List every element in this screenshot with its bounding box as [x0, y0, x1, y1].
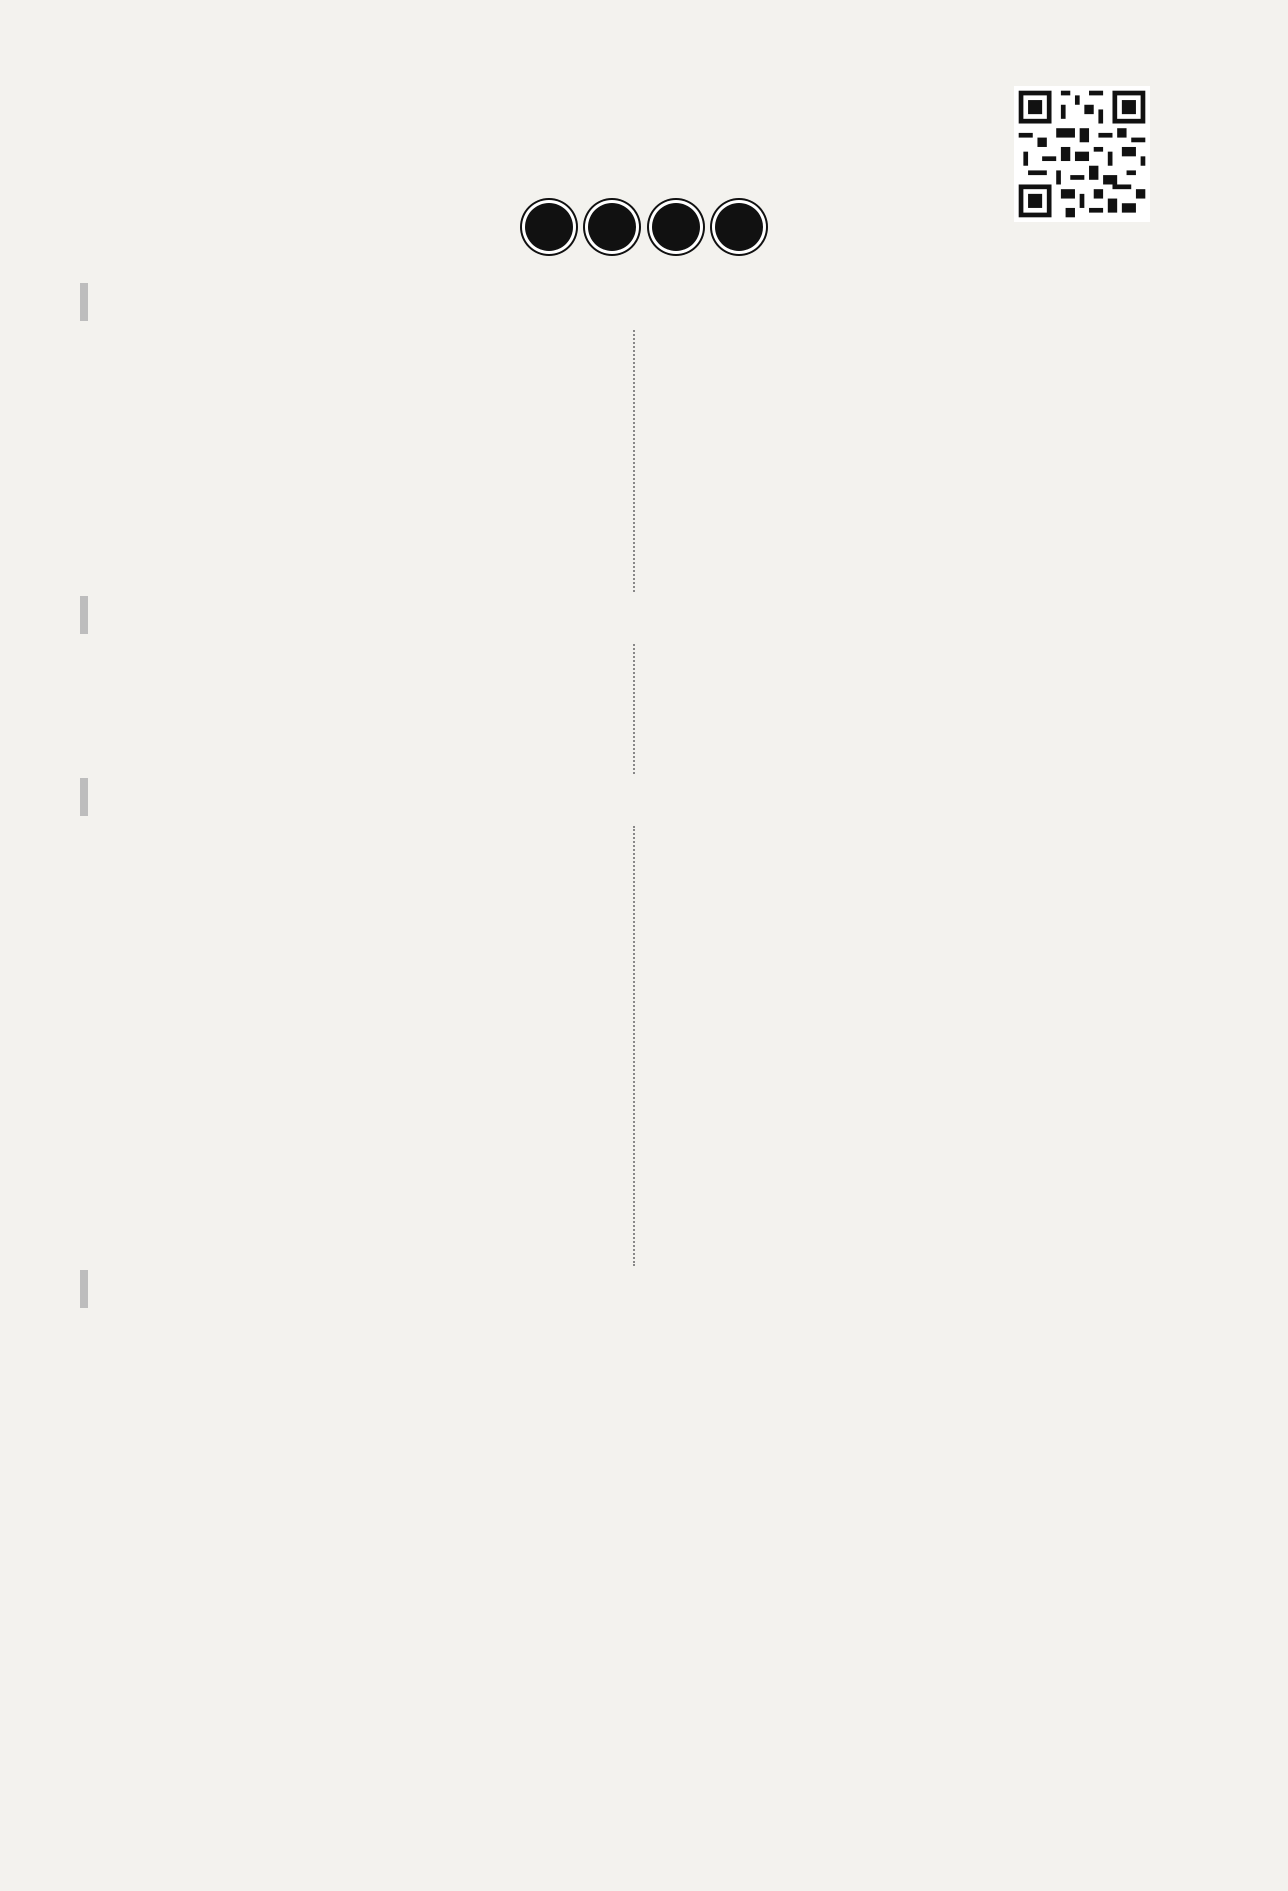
column-divider — [633, 826, 635, 1266]
badge-1 — [525, 203, 573, 251]
heading-word-forms — [80, 596, 88, 634]
heading-key-words — [80, 283, 88, 321]
qr-code-icon[interactable] — [1014, 86, 1150, 222]
heading-key-phrases — [80, 778, 88, 816]
badge-4 — [715, 203, 763, 251]
page-footer — [0, 1772, 1288, 1802]
badge-3 — [652, 203, 700, 251]
column-divider — [633, 330, 635, 592]
badge-2 — [588, 203, 636, 251]
column-divider — [633, 644, 635, 774]
heading-key-sentences — [80, 1270, 88, 1308]
